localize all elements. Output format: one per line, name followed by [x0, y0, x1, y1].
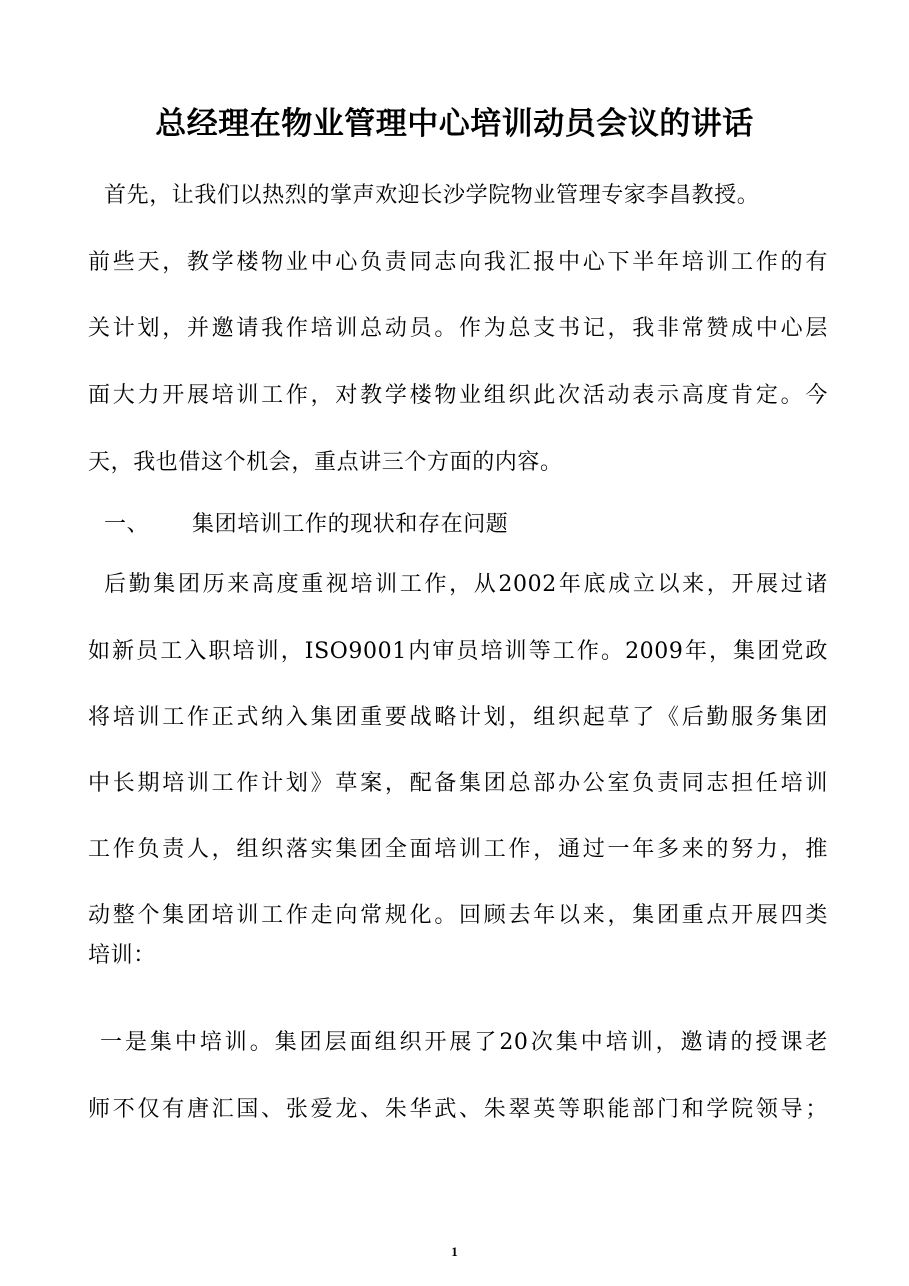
- section-heading-text: 集团培训工作的现状和存在问题: [192, 512, 509, 537]
- paragraph-line: 后勤集团历来高度重视培训工作，从2002年底成立以来，开展过诸: [104, 572, 828, 597]
- paragraph-line: 面大力开展培训工作，对教学楼物业组织此次活动表示高度肯定。今: [88, 383, 828, 408]
- paragraph-line: 天，我也借这个机会，重点讲三个方面的内容。: [88, 450, 563, 475]
- paragraph-line: 中长期培训工作计划》草案，配备集团总部办公室负责同志担任培训: [88, 771, 828, 796]
- paragraph-line: 师不仅有唐汇国、张爱龙、朱华武、朱翠英等职能部门和学院领导；: [88, 1097, 828, 1122]
- paragraph-line: 前些天，教学楼物业中心负责同志向我汇报中心下半年培训工作的有: [88, 250, 828, 275]
- paragraph-line: 动整个集团培训工作走向常规化。回顾去年以来，集团重点开展四类: [88, 903, 828, 928]
- paragraph-line: 工作负责人，组织落实集团全面培训工作，通过一年多来的努力，推: [88, 837, 828, 862]
- paragraph-line: 首先，让我们以热烈的掌声欢迎长沙学院物业管理专家李昌教授。: [104, 183, 760, 208]
- page-title: 总经理在物业管理中心培训动员会议的讲话: [155, 106, 754, 142]
- page-number: 1: [451, 1244, 458, 1259]
- paragraph-line: 培训：: [88, 943, 156, 968]
- section-heading: [88, 509, 828, 541]
- paragraph-line: 关计划，并邀请我作培训总动员。作为总支书记，我非常赞成中心层: [88, 316, 828, 341]
- paragraph-line: 如新员工入职培训，ISO9001内审员培训等工作。2009年，集团党政: [88, 639, 828, 664]
- paragraph-line: 将培训工作正式纳入集团重要战略计划，组织起草了《后勤服务集团: [88, 705, 828, 730]
- section-number: 一、: [104, 512, 150, 537]
- paragraph-line: 一是集中培训。集团层面组织开展了20次集中培训，邀请的授课老: [100, 1030, 828, 1055]
